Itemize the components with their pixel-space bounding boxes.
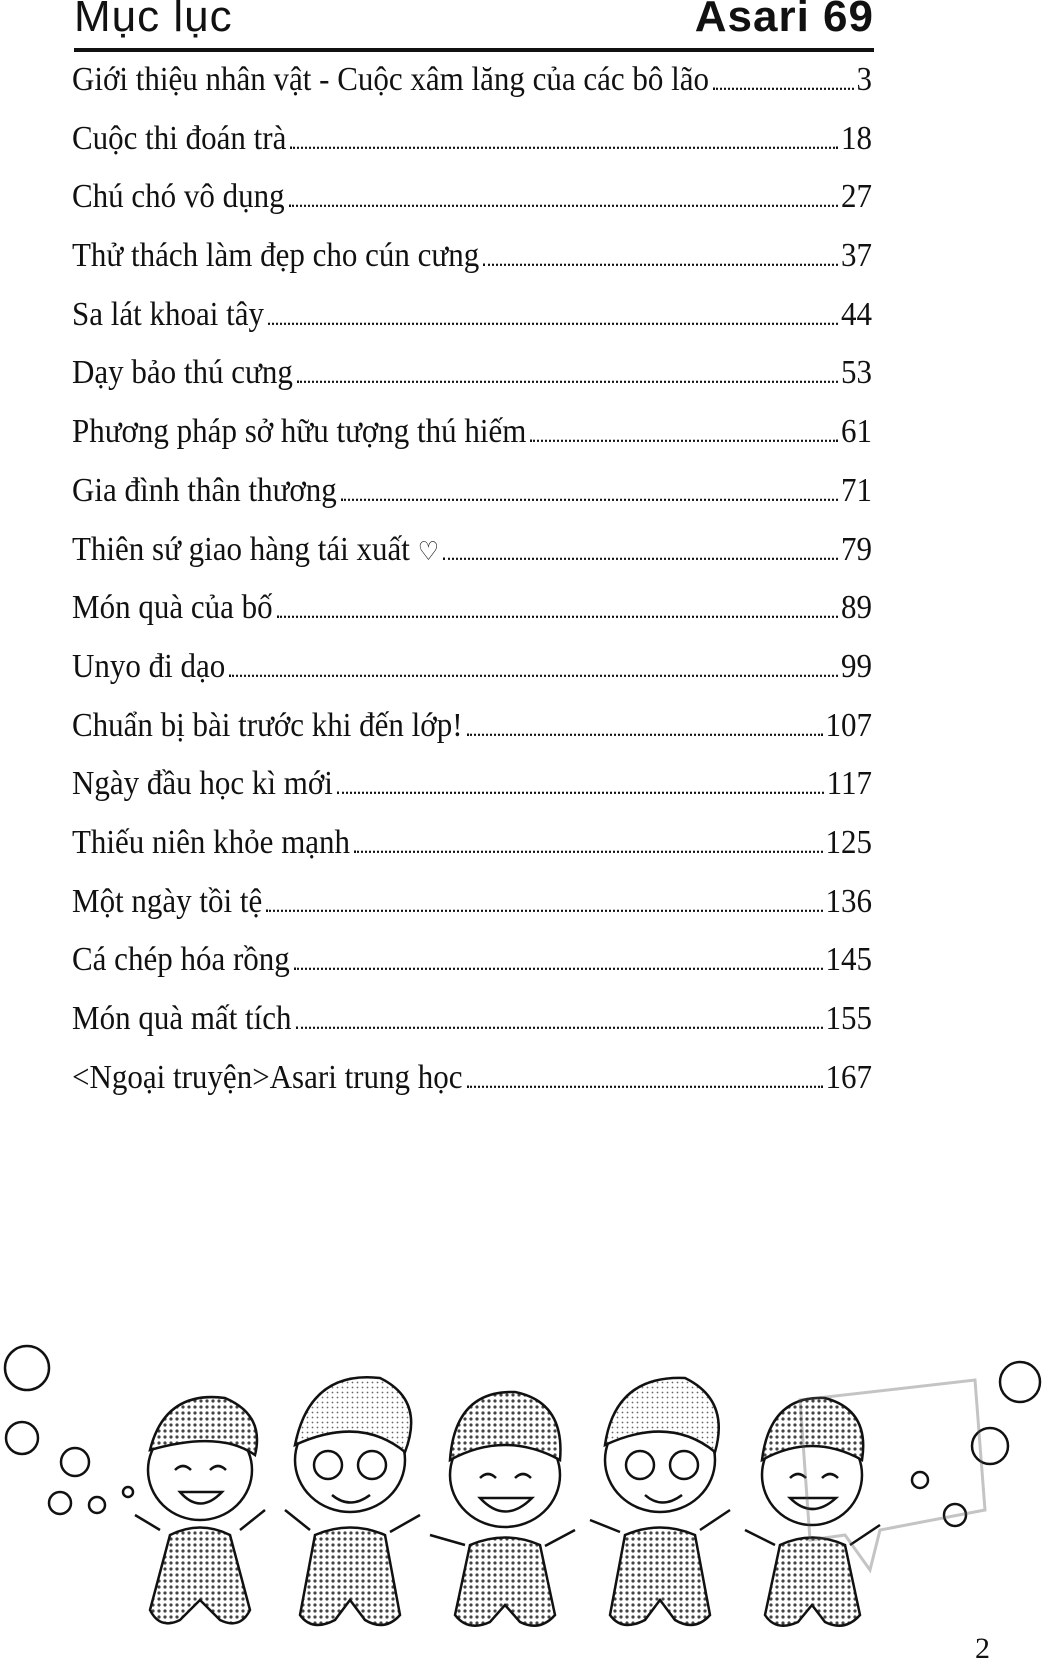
toc-entry-title-text: Thiên sứ giao hàng tái xuất xyxy=(72,529,418,567)
dot-leader xyxy=(296,1027,823,1029)
toc-entry-page: 61 xyxy=(841,411,872,450)
toc-entry xyxy=(72,588,872,651)
toc-entry-page: 89 xyxy=(841,587,872,626)
series-title: Asari 69 xyxy=(694,0,874,41)
toc-entry-title: Một ngày tồi tệ xyxy=(72,881,263,920)
toc-entry-title: Gia đình thân thương xyxy=(72,470,337,509)
dot-leader xyxy=(268,322,838,324)
dot-leader xyxy=(337,792,824,794)
toc-entry-page: 167 xyxy=(825,1057,872,1096)
dot-leader xyxy=(467,1085,823,1087)
toc-entry-page: 71 xyxy=(841,470,872,509)
heart-icon: ♡ xyxy=(417,535,440,566)
toc-entry-page: 125 xyxy=(825,822,872,861)
dot-leader xyxy=(266,909,822,911)
toc-entry-title: <Ngoại truyện>Asari trung học xyxy=(72,1057,463,1096)
toc-entry-page: 99 xyxy=(841,646,872,685)
toc-entry-title: Chú chó vô dụng xyxy=(72,177,285,215)
character-5 xyxy=(745,1398,880,1626)
toc-entry-title: Món quà mất tích xyxy=(72,998,292,1037)
toc-entry-title: Cá chép hóa rồng xyxy=(72,939,290,978)
toc-entry-title xyxy=(72,529,439,568)
toc-entry-page: 27 xyxy=(841,177,872,215)
toc-entry xyxy=(72,118,872,181)
dot-leader xyxy=(294,968,823,970)
dot-leader xyxy=(354,851,822,853)
toc-entry xyxy=(72,999,872,1062)
toc-heading: Mục lục xyxy=(74,0,233,41)
toc-entry-title: Thử thách làm đẹp cho cún cưng xyxy=(72,235,480,274)
toc-entry xyxy=(72,353,872,416)
dot-leader xyxy=(443,557,838,559)
page-number: 2 xyxy=(975,1632,990,1665)
toc-entry-title: Unyo đi dạo xyxy=(72,646,226,685)
toc-entry xyxy=(72,236,872,299)
character-2 xyxy=(285,1377,420,1625)
cartoon-characters-illustration xyxy=(0,1320,1047,1650)
dot-leader xyxy=(289,205,838,207)
toc-entry-page: 136 xyxy=(825,881,872,920)
toc-entry xyxy=(72,881,872,944)
toc-entry-title: Ngày đầu học kì mới xyxy=(72,763,333,802)
toc-entry-page: 79 xyxy=(841,529,872,567)
toc-entry-page: 44 xyxy=(841,294,872,333)
toc-entry xyxy=(72,1057,872,1120)
dot-leader xyxy=(713,88,853,90)
toc-entry xyxy=(72,177,872,240)
dot-leader xyxy=(290,146,838,148)
header-divider xyxy=(74,48,874,52)
toc-entry-page: 37 xyxy=(841,235,872,274)
toc-entry-title: Sa lát khoai tây xyxy=(72,294,264,333)
dot-leader xyxy=(483,264,838,266)
table-of-contents xyxy=(72,59,872,1118)
toc-entry xyxy=(72,294,872,357)
toc-entry-title: Chuẩn bị bài trước khi đến lớp! xyxy=(72,705,463,744)
toc-entry xyxy=(72,940,872,1003)
dot-leader xyxy=(467,733,823,735)
dot-leader xyxy=(229,675,838,677)
toc-entry xyxy=(72,529,872,592)
toc-entry-page: 117 xyxy=(826,763,872,802)
page-header xyxy=(74,0,874,52)
dot-leader xyxy=(297,381,838,383)
toc-entry-title: Giới thiệu nhân vật - Cuộc xâm lăng của các bô lão xyxy=(72,59,710,98)
toc-entry-title: Phương pháp sở hữu tượng thú hiếm xyxy=(72,411,527,450)
toc-entry xyxy=(72,764,872,827)
dot-leader xyxy=(277,616,838,618)
toc-entry-page: 18 xyxy=(841,118,872,157)
toc-entry xyxy=(72,705,872,768)
toc-entry-page: 3 xyxy=(856,59,872,98)
toc-entry-page: 107 xyxy=(825,705,872,744)
toc-entry-page: 155 xyxy=(825,998,872,1037)
toc-entry-title: Thiếu niên khỏe mạnh xyxy=(72,822,351,861)
toc-entry xyxy=(72,647,872,710)
toc-entry-page: 53 xyxy=(841,353,872,391)
bubbles-left xyxy=(5,1346,133,1514)
toc-entry xyxy=(72,60,872,123)
dot-leader xyxy=(530,440,838,442)
character-3 xyxy=(430,1392,575,1626)
toc-entry-title: Dạy bảo thú cưng xyxy=(72,353,293,391)
toc-entry xyxy=(72,412,872,475)
dot-leader xyxy=(341,499,838,501)
character-1 xyxy=(135,1397,265,1623)
toc-entry-title: Cuộc thi đoán trà xyxy=(72,118,287,157)
toc-entry xyxy=(72,470,872,533)
character-4 xyxy=(590,1378,730,1625)
toc-entry-page: 145 xyxy=(825,939,872,978)
toc-entry xyxy=(72,823,872,886)
toc-entry-title: Món quà của bố xyxy=(72,587,273,626)
